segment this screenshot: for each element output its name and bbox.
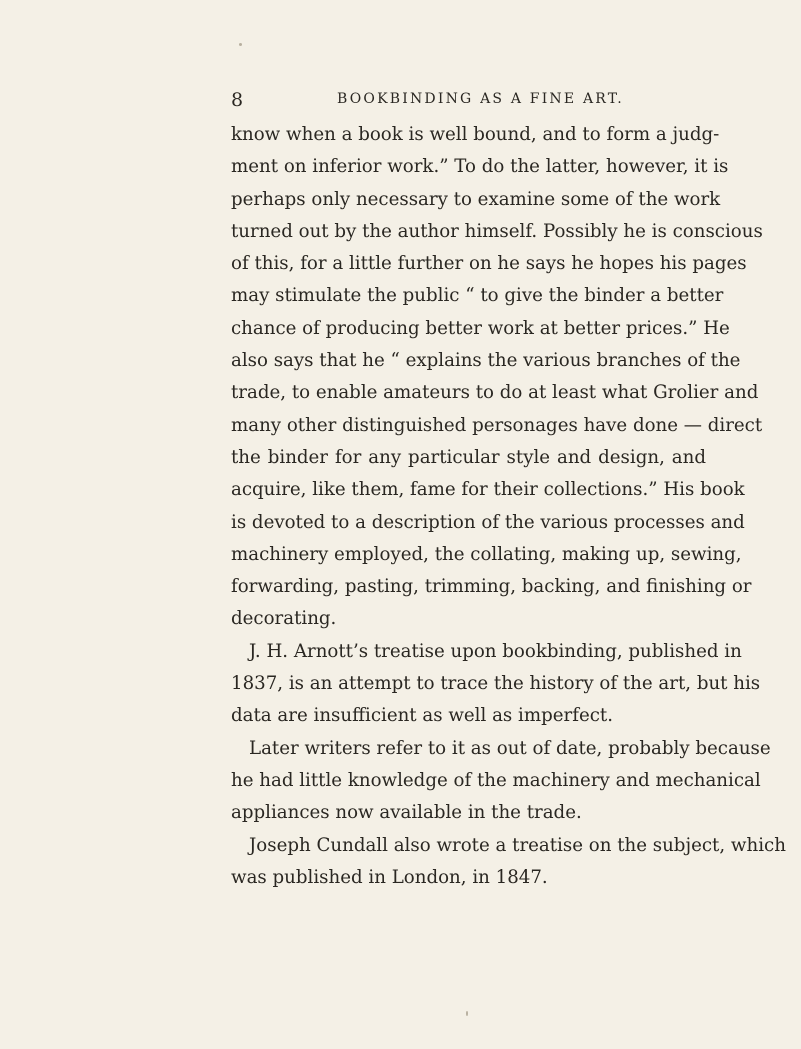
page-header <box>231 89 706 113</box>
text-line: acquire, like them, fame for their collections.” His book <box>231 479 745 501</box>
text-line: trade, to enable amateurs to do at least what Grolier and <box>231 382 759 404</box>
text-line: appliances now available in the trade. <box>231 802 582 824</box>
text-line: perhaps only necessary to examine some of the work <box>231 188 721 210</box>
text-line: he had little knowledge of the machinery and mechanical <box>231 769 761 791</box>
text-line: know when a book is well bound, and to form a judg- <box>231 124 720 145</box>
text-line: also says that he “ explains the various branches of the <box>231 350 741 372</box>
text-line: ment on inferior work.” To do the latter, however, it is <box>231 156 729 178</box>
page-number: 8 <box>231 89 244 111</box>
text-line: is devoted to a description of the various processes and <box>231 511 745 533</box>
text-line: Joseph Cundall also wrote a treatise on the subject, which <box>249 834 786 856</box>
paper-speck <box>239 43 242 46</box>
text-line: machinery employed, the collating, making up, sewing, <box>231 543 742 565</box>
text-line: of this, for a little further on he says he hopes his pages <box>231 253 747 275</box>
text-line: data are insufficient as well as imperfect. <box>231 705 613 727</box>
running-head: BOOKBINDING AS A FINE ART. <box>337 91 624 107</box>
text-line: turned out by the author himself. Possibly he is conscious <box>231 220 763 242</box>
text-line: Later writers refer to it as out of date, probably because <box>249 737 771 759</box>
text-line: the binder for any particular style and design, and <box>231 446 706 468</box>
text-line: may stimulate the public “ to give the binder a better <box>231 285 724 307</box>
text-line: many other distinguished personages have done — direct <box>231 414 763 436</box>
body-text <box>231 119 786 894</box>
paper-speck <box>466 1011 468 1016</box>
text-line: chance of producing better work at better prices.” He <box>231 317 730 339</box>
text-line: was published in London, in 1847. <box>231 866 548 888</box>
text-line: 1837, is an attempt to trace the history of the art, but his <box>231 673 761 695</box>
text-line: forwarding, pasting, trimming, backing, and finishing or <box>231 576 752 598</box>
text-line: J. H. Arnott’s treatise upon bookbinding, published in <box>249 640 742 662</box>
text-line: decorating. <box>231 608 337 630</box>
